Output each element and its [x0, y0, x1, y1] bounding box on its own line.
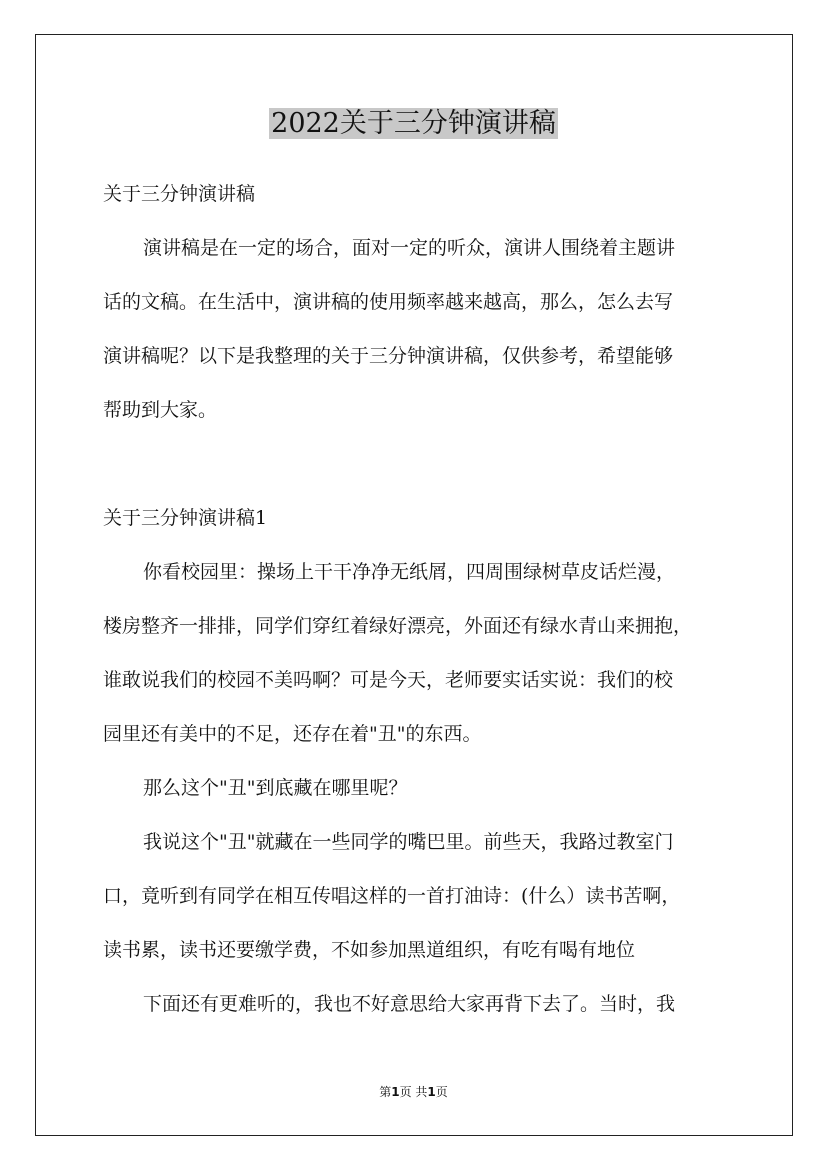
body-line-3: 谁敢说我们的校园不美吗啊？可是今天，老师要实话实说：我们的校: [103, 669, 674, 691]
document-title: [0, 104, 827, 144]
document-subtitle: 关于三分钟演讲稿: [103, 183, 256, 205]
footer-page-total: 1: [427, 1085, 436, 1099]
body-line-9: 下面还有更难听的，我也不好意思给大家再背下去了。当时，我: [143, 993, 676, 1015]
document-title-text: 2022关于三分钟演讲稿: [271, 108, 556, 139]
page-footer: [0, 1083, 827, 1101]
body-line-8: 读书累，读书还要缴学费，不如参加黑道组织，有吃有喝有地位: [103, 939, 636, 961]
body-line-2: 楼房整齐一排排，同学们穿红着绿好漂亮，外面还有绿水青山来拥抱，: [103, 615, 693, 637]
section-heading: 关于三分钟演讲稿1: [103, 507, 268, 529]
body-line-4: 园里还有美中的不足，还存在着"丑"的东西。: [103, 723, 482, 745]
intro-line-1: 演讲稿是在一定的场合，面对一定的听众，演讲人围绕着主题讲: [143, 237, 676, 259]
footer-mid: 页 共: [399, 1085, 428, 1099]
body-line-6: 我说这个"丑"就藏在一些同学的嘴巴里。前些天，我路过教室门: [143, 831, 674, 853]
intro-line-2: 话的文稿。在生活中，演讲稿的使用频率越来越高，那么，怎么去写: [103, 291, 674, 313]
body-line-7: 口，竟听到有同学在相互传唱这样的一首打油诗：(什么）读书苦啊，: [103, 885, 681, 907]
footer-page-current: 1: [391, 1085, 400, 1099]
body-line-1: 你看校园里：操场上干干净净无纸屑，四周围绿树草皮话烂漫，: [143, 561, 676, 583]
intro-line-3: 演讲稿呢？以下是我整理的关于三分钟演讲稿，仅供参考，希望能够: [103, 345, 674, 367]
footer-suffix: 页: [435, 1085, 448, 1099]
intro-line-4: 帮助到大家。: [103, 399, 218, 421]
body-line-5: 那么这个"丑"到底藏在哪里呢？: [143, 777, 408, 799]
footer-prefix: 第: [379, 1085, 392, 1099]
